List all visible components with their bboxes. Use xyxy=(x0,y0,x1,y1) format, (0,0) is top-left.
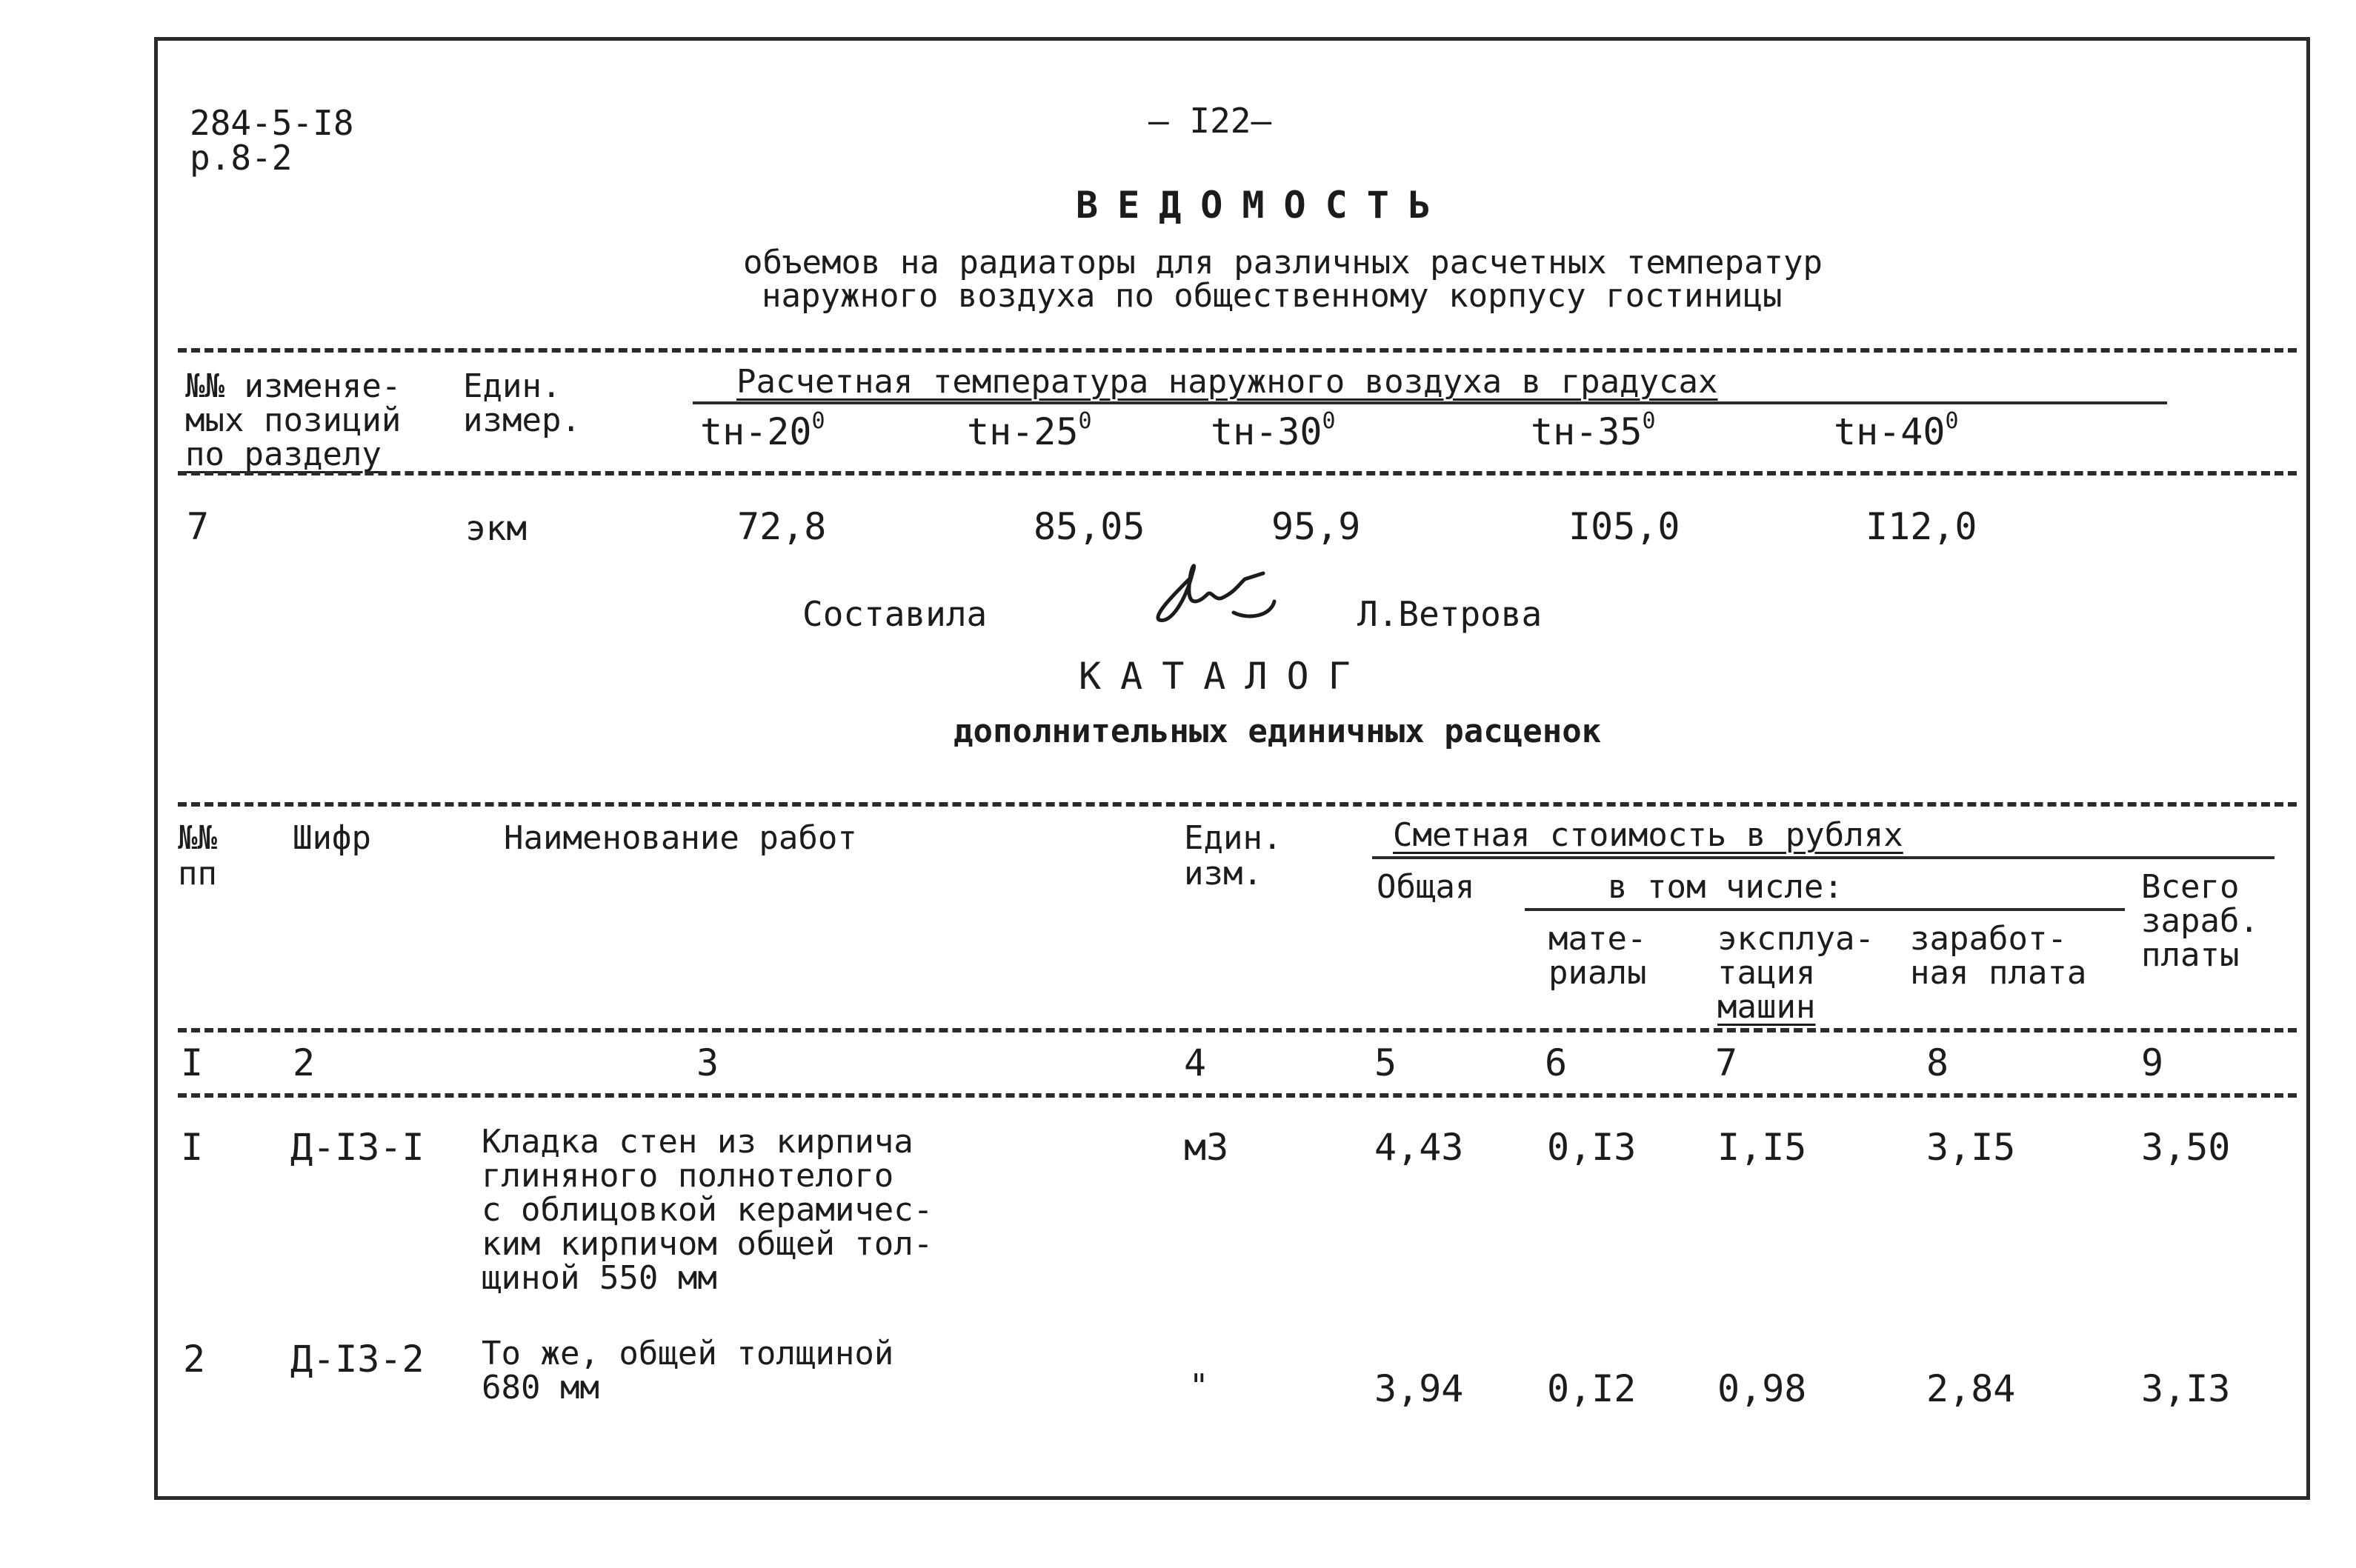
katalog-unit-header-line2: изм. xyxy=(1184,855,1262,893)
katalog-num-header-line1: №№ xyxy=(178,819,217,857)
vedomost-subtitle-line1: объемов на радиаторы для различных расчетных температур xyxy=(743,244,1823,281)
vedomost-row-position: 7 xyxy=(187,505,210,548)
col-number-5: 5 xyxy=(1374,1041,1397,1084)
katalog-name-header: Наименование работ xyxy=(504,819,857,857)
positions-header-line3: по разделу xyxy=(185,436,382,473)
temp-header-40: $tн-40^0$ xyxy=(1834,408,1959,453)
katalog-top-rule xyxy=(178,802,2297,807)
row-materials: 0,I2 xyxy=(1547,1367,1637,1410)
katalog-subtitle: дополнительных единичных расценок xyxy=(954,713,1602,750)
col-number-6: 6 xyxy=(1545,1041,1568,1084)
temp-header-30: $tн-30^0$ xyxy=(1211,408,1336,453)
cost-group-rule xyxy=(1372,856,2275,859)
row-salary: 2,84 xyxy=(1926,1367,2016,1410)
vedomost-value-35: I05,0 xyxy=(1568,505,1680,548)
salary-header-line2: ная плата xyxy=(1910,954,2087,992)
row-machines: 0,98 xyxy=(1717,1367,1807,1410)
row-code: Д-I3-2 xyxy=(290,1338,425,1381)
including-rule xyxy=(1525,908,2125,911)
temperature-group-rule xyxy=(693,401,2167,404)
temp-header-20: $tн-20^0$ xyxy=(700,408,825,453)
katalog-header-rule xyxy=(178,1028,2297,1032)
machines-header-line2: тация xyxy=(1717,954,1816,992)
row-salary: 3,I5 xyxy=(1926,1126,2016,1169)
row-name-line: глиняного полнотелого xyxy=(482,1157,894,1195)
positions-header-line2: мых позиций xyxy=(185,401,402,439)
row-name-line: 680 мм xyxy=(482,1369,599,1407)
materials-header-line2: риалы xyxy=(1548,954,1647,992)
row-unit: " xyxy=(1189,1367,1209,1405)
col-number-3: 3 xyxy=(696,1041,719,1084)
temp-header-25: $tн-25^0$ xyxy=(967,408,1092,453)
vedomost-value-30: 95,9 xyxy=(1271,505,1361,548)
temp-header-35: $tн-35^0$ xyxy=(1531,408,1656,453)
positions-header-line1: №№ изменяе- xyxy=(185,367,402,405)
katalog-title: КАТАЛОГ xyxy=(1079,655,1370,698)
vedomost-title: ВЕДОМОСТЬ xyxy=(1076,184,1450,227)
row-name-line: щиной 550 мм xyxy=(482,1259,717,1297)
katalog-unit-header-line1: Един. xyxy=(1184,819,1282,857)
all-salary-header-line2: зараб. xyxy=(2141,902,2259,940)
col-number-8: 8 xyxy=(1926,1041,1949,1084)
row-all-salary: 3,50 xyxy=(2141,1126,2231,1169)
row-machines: I,I5 xyxy=(1717,1126,1807,1169)
row-all-salary: 3,I3 xyxy=(2141,1367,2231,1410)
katalog-numbers-rule xyxy=(178,1093,2297,1098)
katalog-num-header-line2: пп xyxy=(178,855,217,893)
total-header: Общая xyxy=(1377,868,1475,906)
vedomost-header-rule xyxy=(178,471,2297,476)
vedomost-subtitle-line2: наружного воздуха по общественному корпусу гостиницы xyxy=(762,277,1783,315)
row-name-line: Кладка стен из кирпича xyxy=(482,1123,914,1161)
row-num: I xyxy=(181,1126,204,1169)
row-num: 2 xyxy=(183,1338,206,1381)
machines-header-line1: эксплуа- xyxy=(1717,920,1874,958)
col-number-9: 9 xyxy=(2141,1041,2164,1084)
row-materials: 0,I3 xyxy=(1547,1126,1637,1169)
compiled-label: Составила xyxy=(802,594,988,634)
doc-code: 284-5-I8 xyxy=(190,103,354,143)
section-code: р.8-2 xyxy=(190,138,293,178)
row-name-line: с облицовкой керамичес- xyxy=(482,1191,934,1229)
temperature-group-header: Расчетная температура наружного воздуха в градусах xyxy=(736,363,1718,401)
col-number-2: 2 xyxy=(293,1041,316,1084)
all-salary-header-line1: Всего xyxy=(2141,868,2240,906)
vedomost-unit-header-line1: Един. xyxy=(463,367,562,405)
row-total: 4,43 xyxy=(1374,1126,1464,1169)
page-number: — I22— xyxy=(1148,101,1272,141)
row-name-line: То же, общей толщиной xyxy=(482,1335,894,1372)
vedomost-row-unit: экм xyxy=(465,508,528,548)
salary-header-line1: заработ- xyxy=(1910,920,2067,958)
vedomost-value-40: I12,0 xyxy=(1866,505,1977,548)
row-total: 3,94 xyxy=(1374,1367,1464,1410)
row-name-line: ким кирпичом общей тол- xyxy=(482,1225,934,1263)
vedomost-value-25: 85,05 xyxy=(1034,505,1145,548)
row-unit: м3 xyxy=(1184,1126,1229,1169)
col-number-4: 4 xyxy=(1184,1041,1207,1084)
machines-header-line3: машин xyxy=(1717,988,1816,1026)
cost-group-header: Сметная стоимость в рублях xyxy=(1393,816,1903,854)
including-header: в том числе: xyxy=(1608,868,1843,906)
compiled-name: Л.Ветрова xyxy=(1357,594,1543,634)
vedomost-top-rule xyxy=(178,348,2297,353)
materials-header-line1: мате- xyxy=(1548,920,1647,958)
vedomost-unit-header-line2: измер. xyxy=(463,401,581,439)
all-salary-header-line3: платы xyxy=(2141,936,2240,974)
row-code: Д-I3-I xyxy=(290,1126,425,1169)
vedomost-value-20: 72,8 xyxy=(737,505,827,548)
signature-image xyxy=(1145,557,1293,627)
katalog-code-header: Шифр xyxy=(293,819,371,857)
col-number-7: 7 xyxy=(1715,1041,1738,1084)
col-number-1: I xyxy=(181,1041,204,1084)
